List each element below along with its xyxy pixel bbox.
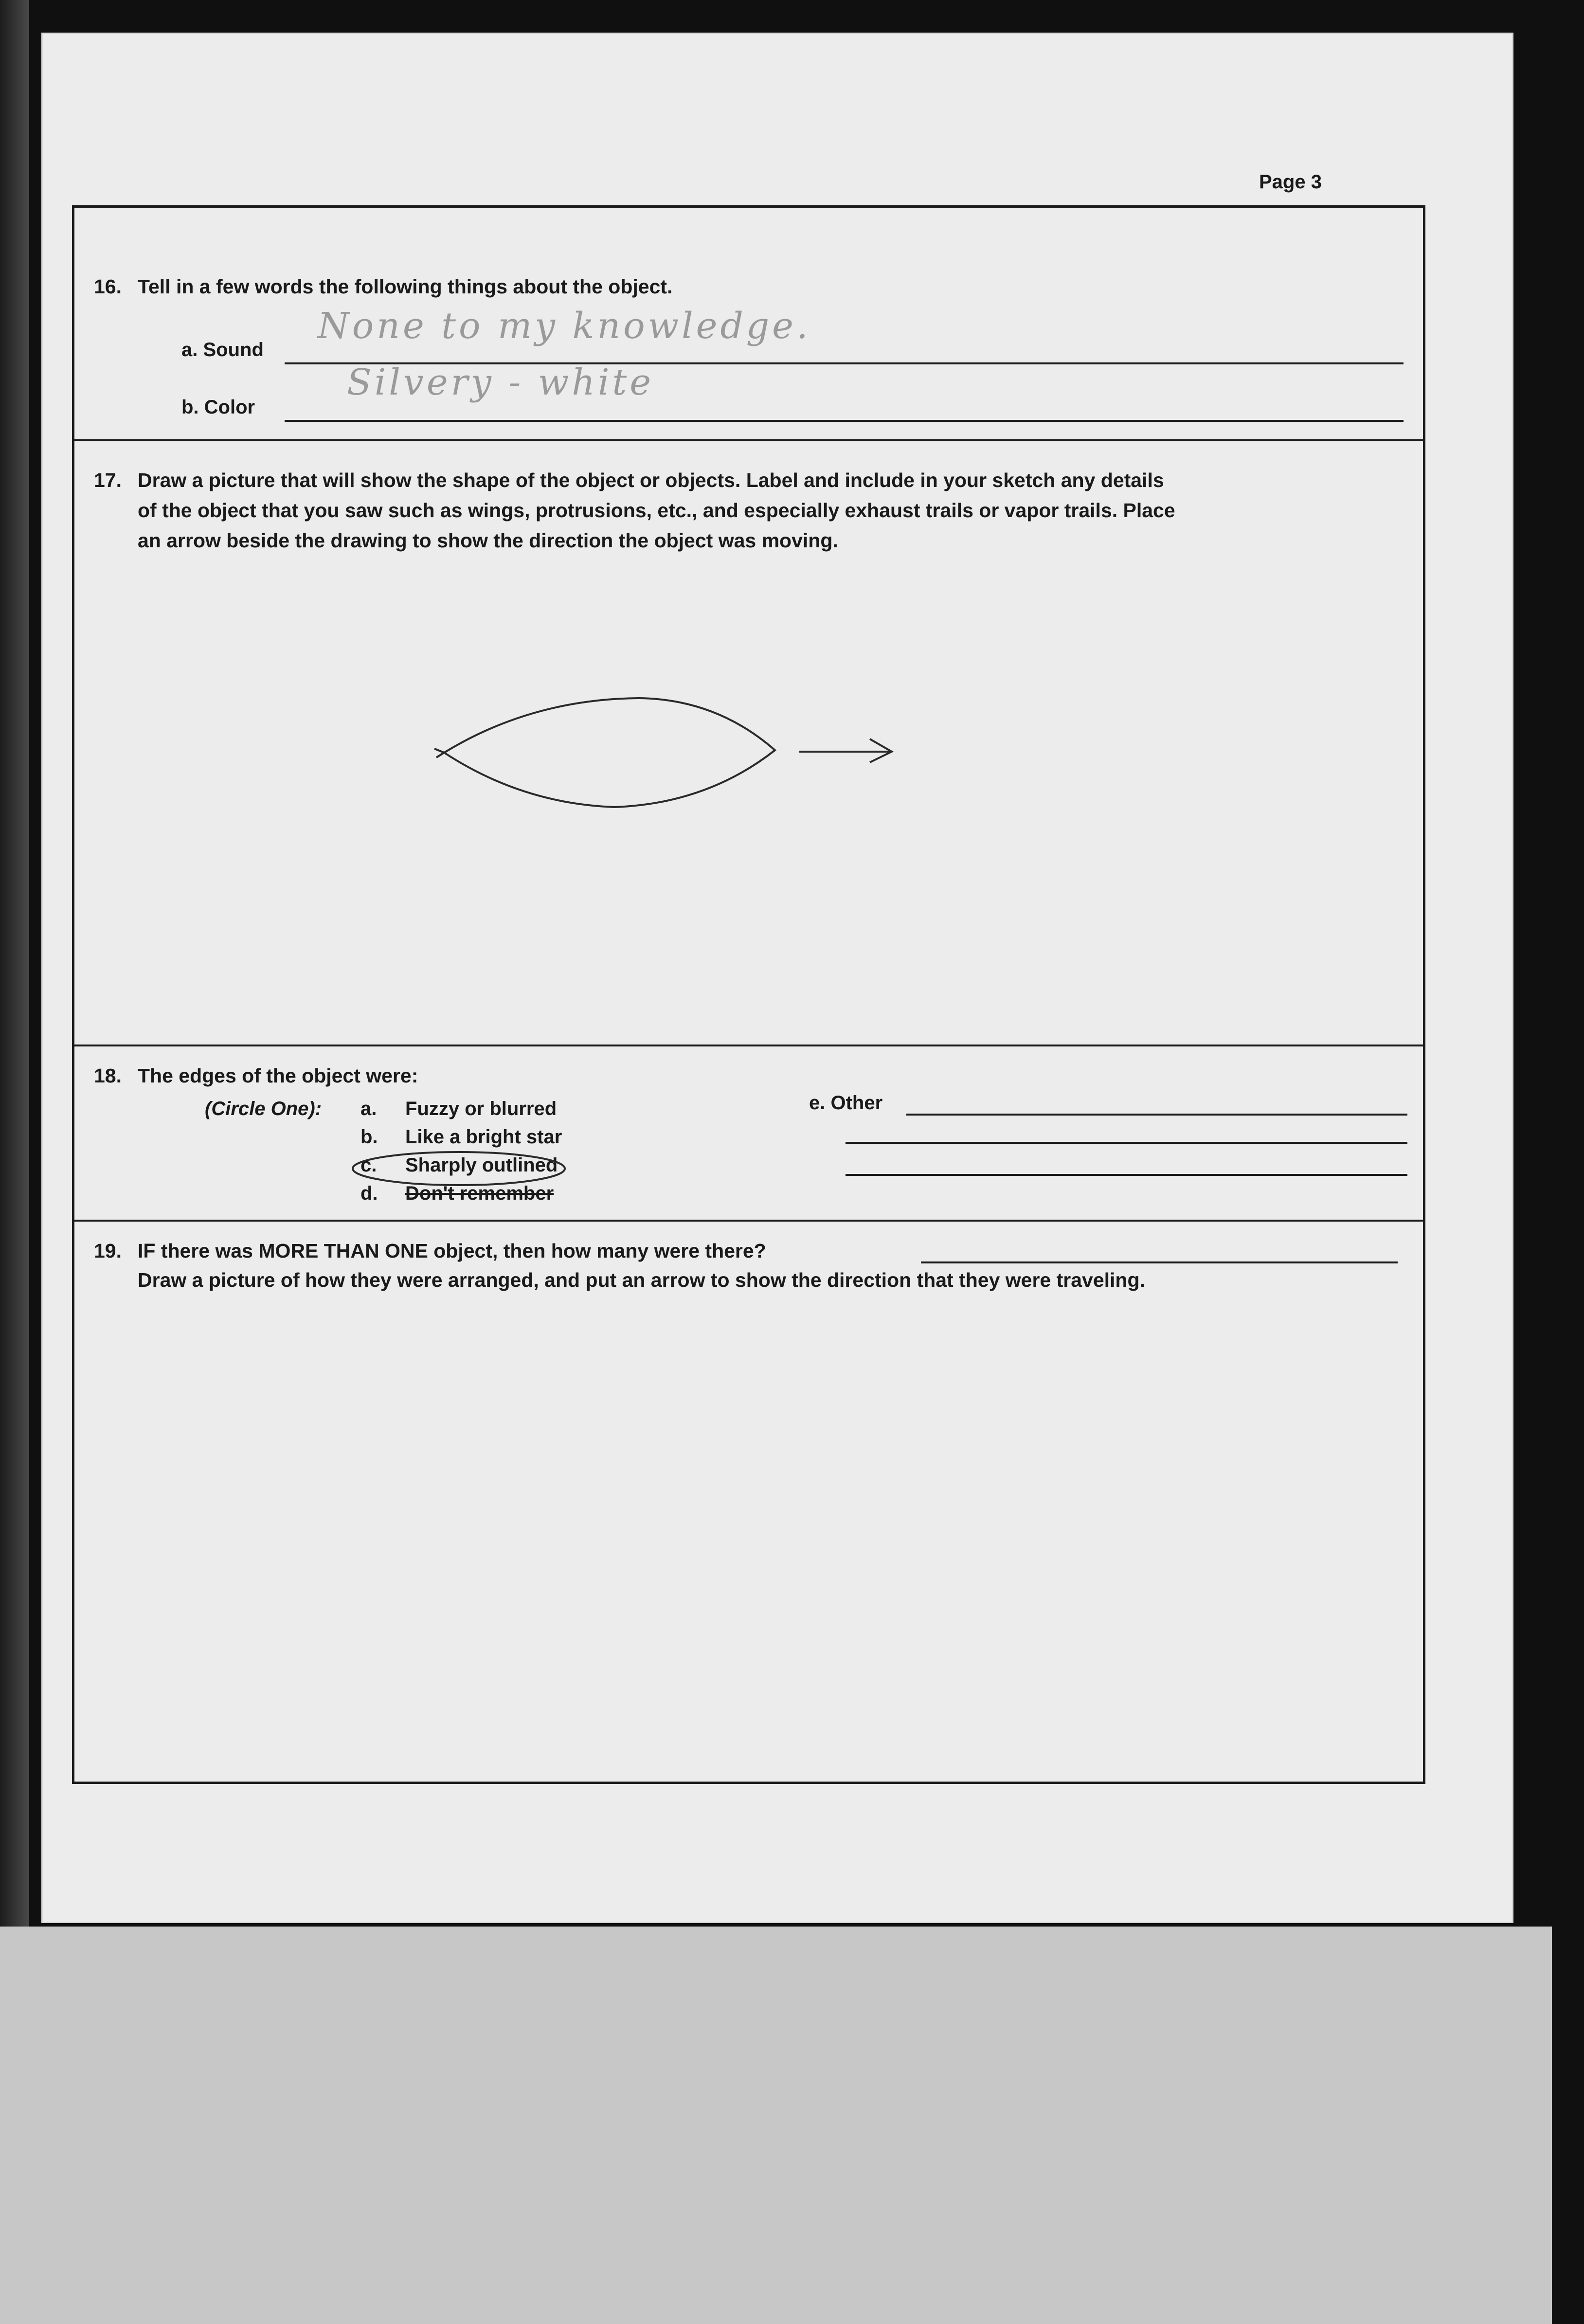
q16-color-line [285, 420, 1404, 422]
q19-drawing-area[interactable] [79, 1307, 1418, 1774]
direction-arrow-icon [799, 739, 892, 762]
divider-17-18 [74, 1045, 1423, 1046]
q19-prompt-line2: Draw a picture of how they were arranged, and put an arrow to show the direction that they were traveling. [138, 1269, 1145, 1291]
q16-prompt: Tell in a few words the following things about the object. [138, 275, 673, 298]
q17-number: 17. [94, 469, 122, 491]
q16-color-answer[interactable]: Silvery - white [347, 361, 654, 403]
page-number: Page 3 [1259, 171, 1322, 193]
q18-option-a[interactable]: Fuzzy or blurred [405, 1098, 557, 1119]
q17-prompt-line1: Draw a picture that will show the shape of the object or objects. Label and include in your sketch any details [138, 469, 1164, 491]
q18-prompt: The edges of the object were: [138, 1064, 418, 1087]
q18-instruction: (Circle One): [205, 1098, 322, 1119]
object-sketch[interactable] [405, 685, 989, 821]
q17-prompt-line3: an arrow beside the drawing to show the direction the object was moving. [138, 529, 838, 552]
q18-option-c-letter: c. [360, 1154, 377, 1176]
q19-number: 19. [94, 1240, 122, 1262]
q19-prompt-line1: IF there was MORE THAN ONE object, then how many were there? [138, 1240, 766, 1262]
q16-color-label: b. Color [181, 396, 255, 418]
q18-option-b-letter: b. [360, 1126, 378, 1148]
form-page [43, 34, 1512, 1922]
q18-option-d-letter: d. [360, 1183, 378, 1204]
film-background [0, 1927, 1552, 2324]
q18-other-line-3[interactable] [846, 1174, 1407, 1176]
divider-16-17 [74, 439, 1423, 441]
q19-count-line[interactable] [921, 1261, 1398, 1263]
q18-option-b[interactable]: Like a bright star [405, 1126, 562, 1148]
q18-other-line-2[interactable] [846, 1142, 1407, 1144]
lens-shaped-object-sketch-icon [444, 698, 775, 807]
q18-other-line-1[interactable] [906, 1114, 1407, 1116]
circle-mark-icon [353, 1152, 565, 1185]
q16-number: 16. [94, 275, 122, 298]
form-frame [72, 205, 1425, 1784]
q18-option-c[interactable]: Sharply outlined [405, 1154, 558, 1176]
divider-18-19 [74, 1220, 1423, 1222]
q16-sound-answer[interactable]: None to my knowledge. [318, 305, 811, 347]
q18-other-label: e. Other [809, 1092, 883, 1114]
q16-sound-label: a. Sound [181, 339, 264, 360]
q18-option-a-letter: a. [360, 1098, 377, 1119]
sketch-left-tip-icon [434, 749, 444, 757]
q17-prompt-line2: of the object that you saw such as wings, protrusions, etc., and especially exhaust trails or vapor trails. Place [138, 499, 1175, 522]
q18-option-d[interactable]: Don't remember [405, 1183, 554, 1204]
q18-number: 18. [94, 1064, 122, 1087]
